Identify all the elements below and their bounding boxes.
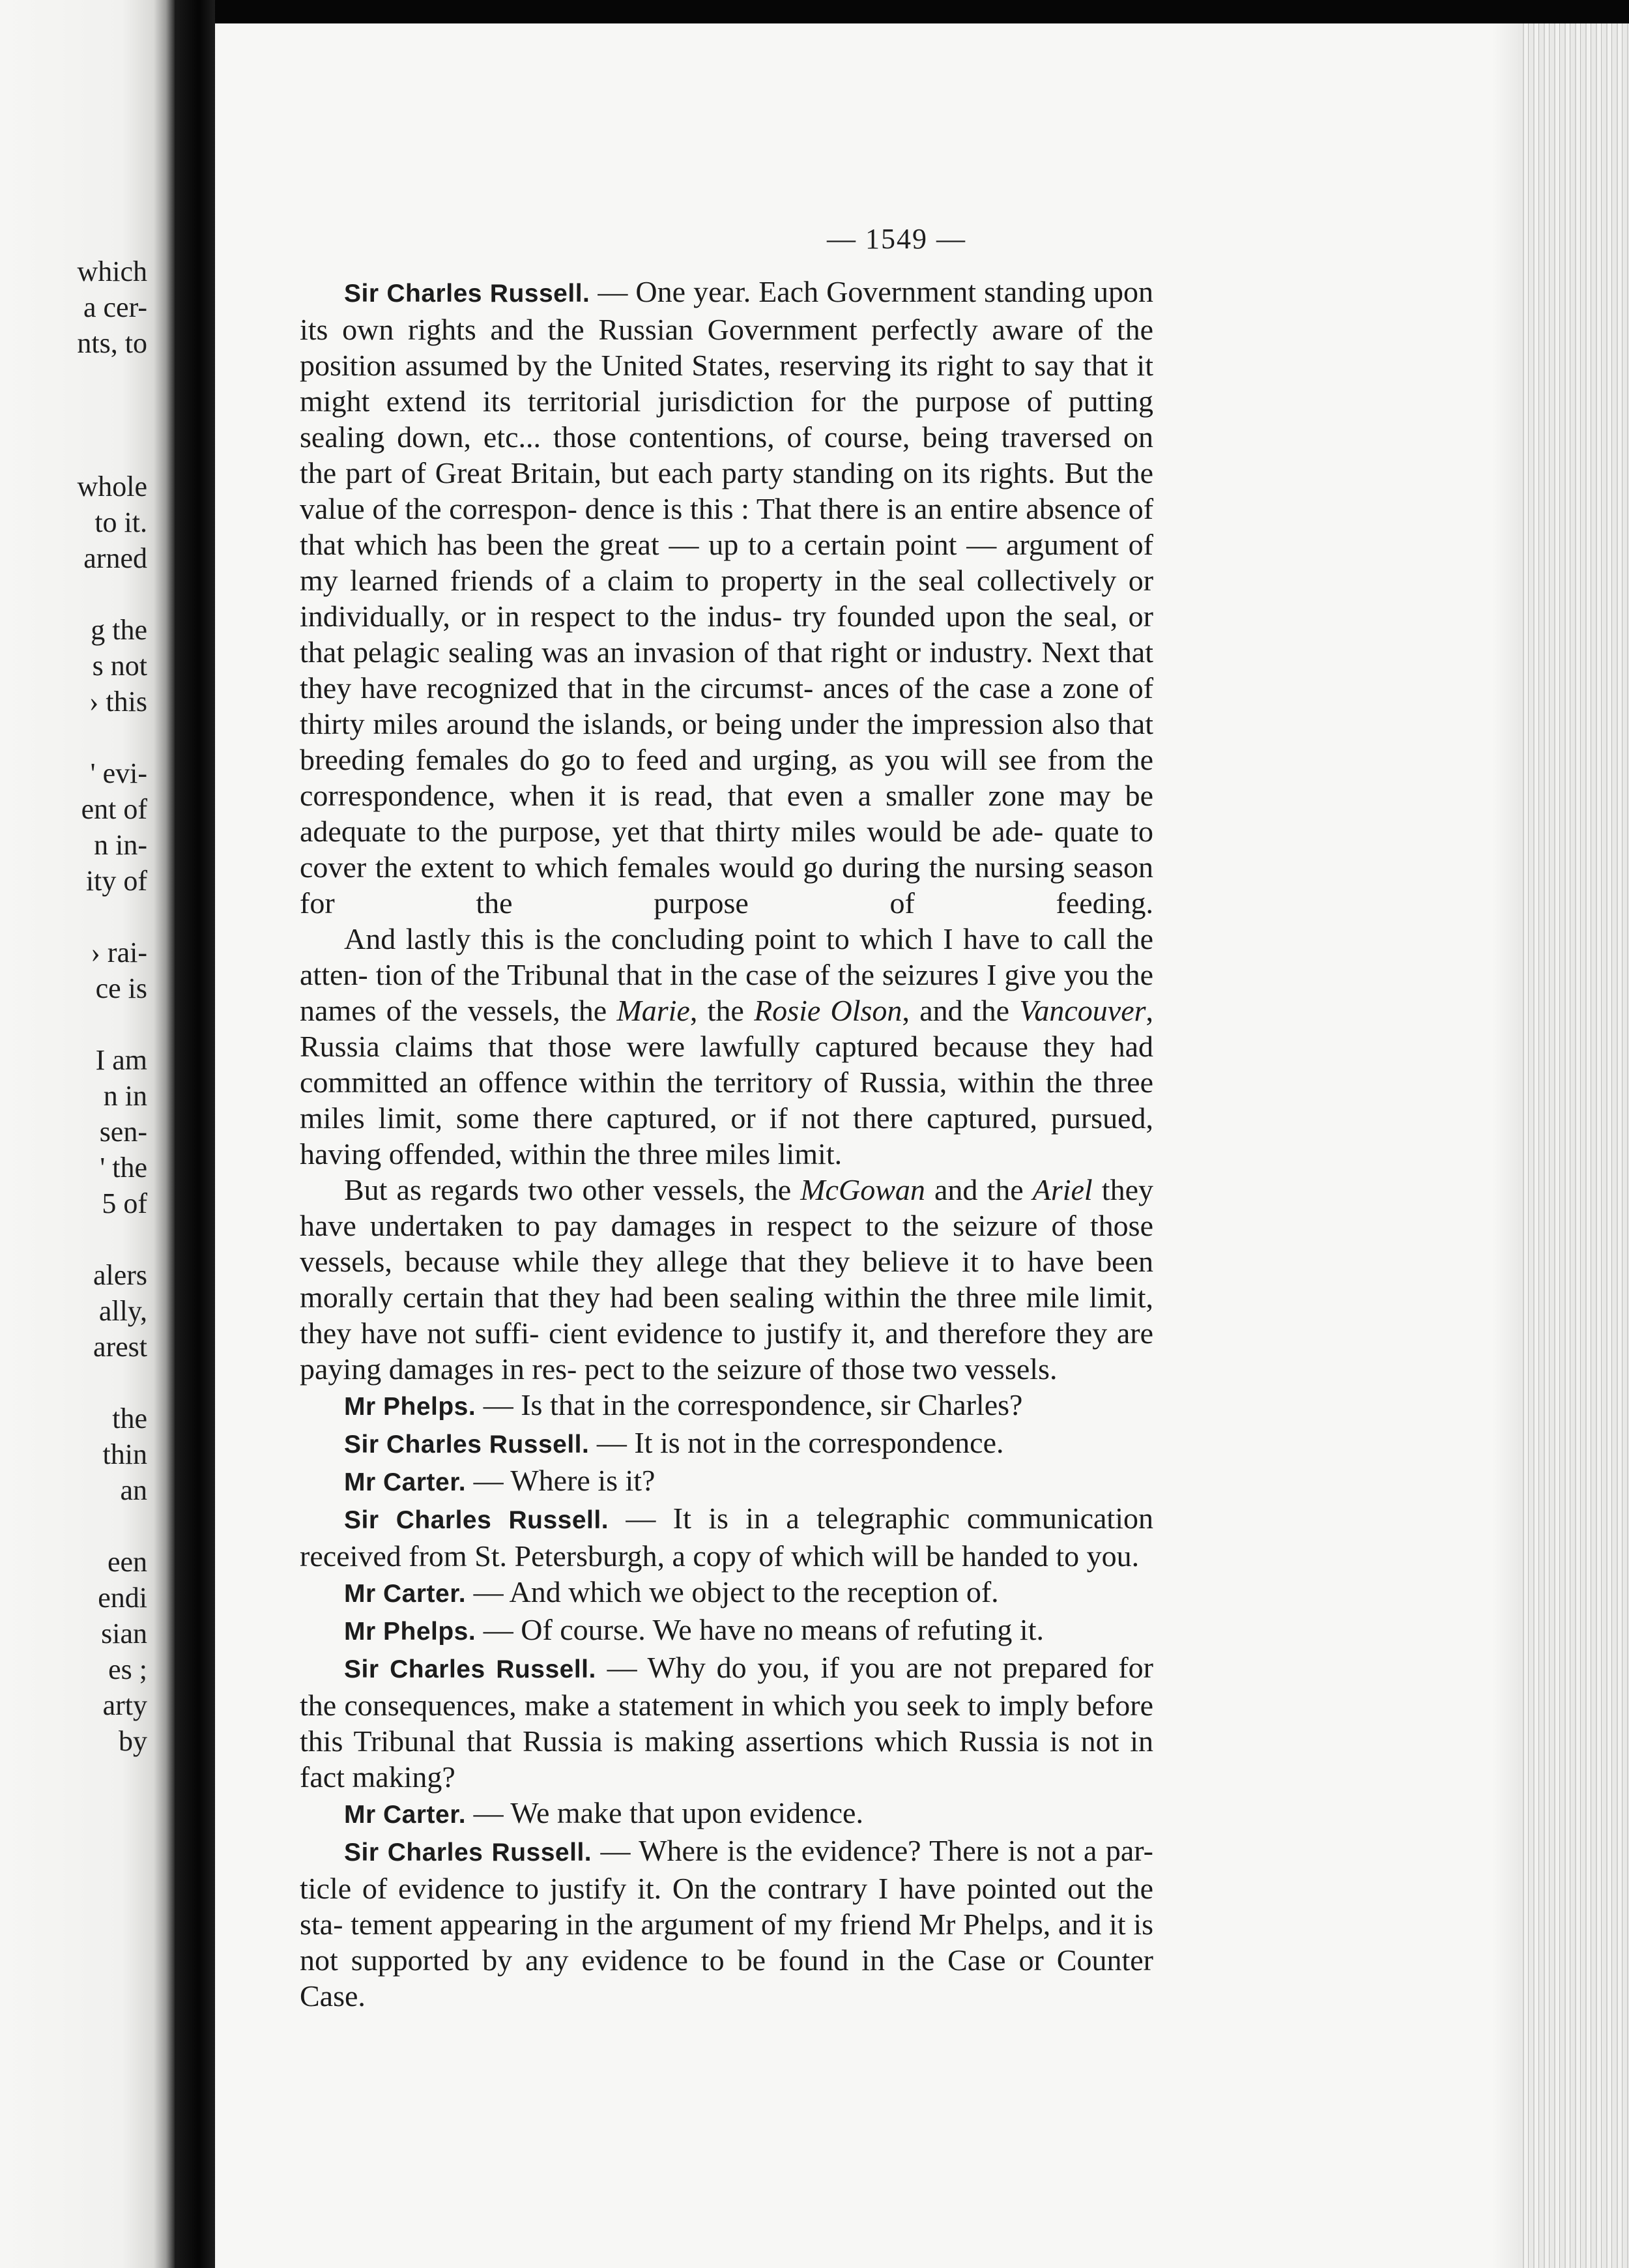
- dialogue-line: Sir Charles Russell. — Why do you, if you are not prepared for the consequences, make a statement in which you seek to imply before this Tribunal that Russia is making assertions which Russia is not in fact making?: [300, 1651, 1154, 1794]
- right-page: [215, 23, 1629, 2268]
- left-page-text-fragment: 5 of: [102, 1187, 147, 1219]
- body-text: [300, 274, 1153, 2014]
- left-page-text-fragment: n in: [103, 1080, 147, 1112]
- left-page-text-fragment: an: [120, 1474, 147, 1506]
- left-page-text-fragment: ' evi-: [90, 757, 147, 789]
- vessel-name: McGowan: [800, 1173, 925, 1206]
- book-gutter: [175, 0, 215, 2268]
- left-page-text-fragment: arned: [83, 542, 147, 574]
- dialogue-line: Mr Carter. — We make that upon evidence.: [344, 1796, 863, 1829]
- paragraph-3: But as regards two other vessels, the McGowan and the Ariel they have undertaken to pay damages in respect to the seizure of those vessels, because while they allege that they believe it to have been morally certain that they had been sealing within the three mile limit, they have not suffi- cient evidence to justify it, and therefore they are paying damages in res- pect to the seizure of those two vessels.: [300, 1173, 1154, 1386]
- paragraph-1: Sir Charles Russell. — One year. Each Government standing upon its own rights and the Russian Government perfectly aware of the position assumed by the United States, reserving its right to say that it might extend its territorial jurisdiction for the purpose of putting sealing down, etc... those contentions, of course, being traversed on the part of Great Britain, but each party standing on its rights. But the value of the correspon- dence is this : That there is an entire absence of that which has been the great — up to a certain point — argument of my learned friends of a claim to property in the seal collectively or individually, or in respect to the indus- try founded upon the seal, or that pelagic sealing was an invasion of that right or industry. Next that they have recognized that in the circumst- ances of the case a zone of thirty miles around the islands, or being under the impression also that breeding females do go to feed and urging, as you will see from the correspondence, when it is read, that even a smaller zone may be adequate to the purpose, yet that thirty miles would be ade- quate to cover the extent to which females would go during the nursing season for the purpose of feeding.: [300, 275, 1154, 920]
- left-page-fragment: [0, 0, 175, 2268]
- left-page-text-fragment: › this: [89, 686, 147, 718]
- left-page-text-fragment: by: [119, 1725, 147, 1757]
- speaker-label: Sir Charles Russell.: [344, 1655, 596, 1683]
- speaker-label: Sir Charles Russell.: [344, 1431, 590, 1459]
- speaker-label: Mr Carter.: [344, 1468, 467, 1496]
- left-page-text-fragment: whole: [77, 471, 147, 502]
- vessel-name: Ariel: [1032, 1173, 1093, 1206]
- left-page-text-fragment: nts, to: [77, 327, 147, 359]
- page-edge-shadow: [1492, 23, 1518, 2268]
- dialogue-line: Sir Charles Russell. — Where is the evidence? There is not a par- ticle of evidence to justify it. On the contrary I have pointed out the sta- tement appearing in the argument of my friend Mr Phelps, and it is not supported by any evidence to be found in the Case or Counter Case.: [300, 1834, 1153, 2013]
- left-page-text-fragment: the: [112, 1403, 147, 1434]
- left-page-text-fragment: alers: [93, 1259, 147, 1291]
- speaker-label: Mr Carter.: [344, 1801, 467, 1829]
- dialogue-line: Sir Charles Russell. — It is not in the correspondence.: [344, 1426, 1004, 1459]
- speaker-label: Sir Charles Russell.: [344, 280, 590, 308]
- speaker-label: Sir Charles Russell.: [344, 1506, 609, 1534]
- left-page-text-fragment: ity of: [85, 865, 147, 897]
- paragraph-2: And lastly this is the concluding point to which I have to call the atten- tion of the Tribunal that in the case of the seizures I give you the names of the vessels, the Marie, the Rosie Olson, and the Vancouver, Russia claims that those were lawfully captured because they had committed an offence within the territory of Russia, within the three miles limit, some there captured, or if not there captured, pursued, having offended, within the three miles limit.: [300, 922, 1154, 1170]
- speaker-label: Mr Phelps.: [344, 1393, 476, 1421]
- left-page-text-fragment: ent of: [81, 793, 147, 825]
- left-page-text-fragment: n in-: [94, 829, 147, 861]
- left-page-text-fragment: which: [77, 255, 147, 287]
- vessel-name: Rosie Olson: [754, 994, 902, 1027]
- vessel-name: Marie: [616, 994, 690, 1027]
- dialogue-line: Mr Carter. — Where is it?: [344, 1464, 656, 1497]
- left-page-text-fragment: sen-: [99, 1116, 147, 1148]
- left-page-text-fragment: ce is: [95, 972, 147, 1004]
- left-page-text-fragment: I am: [95, 1044, 147, 1076]
- page-edges: [1518, 23, 1629, 2268]
- left-page-text-fragment: thin: [102, 1438, 147, 1470]
- speaker-label: Sir Charles Russell.: [344, 1839, 592, 1867]
- page-number: — 1549 —: [827, 223, 966, 255]
- left-page-text-fragment: g the: [91, 614, 147, 646]
- left-page-text-fragment: a cer-: [83, 291, 147, 323]
- left-page-text-fragment: ' the: [100, 1152, 147, 1184]
- left-page-text-fragment: een: [107, 1546, 147, 1578]
- speaker-label: Mr Phelps.: [344, 1618, 476, 1646]
- left-page-text-fragment: to it.: [94, 506, 147, 538]
- left-page-text-fragment: endi: [98, 1582, 147, 1614]
- left-page-text-fragment: s not: [92, 650, 147, 682]
- dialogue-line: Mr Phelps. — Of course. We have no means of refuting it.: [344, 1613, 1044, 1646]
- dialogue-line: Sir Charles Russell. — It is in a telegraphic communication received from St. Petersburgh, a copy of which will be handed to you.: [300, 1502, 1153, 1573]
- left-page-text-fragment: arest: [93, 1331, 147, 1363]
- left-page-text-fragment: sian: [101, 1618, 147, 1650]
- left-page-text-fragment: es ;: [108, 1653, 147, 1685]
- dialogue-line: Mr Phelps. — Is that in the correspondence, sir Charles?: [344, 1388, 1023, 1421]
- left-page-text-fragment: ally,: [98, 1295, 147, 1327]
- left-page-text-fragment: arty: [102, 1689, 147, 1721]
- speaker-label: Mr Carter.: [344, 1580, 467, 1608]
- left-page-text-fragment: › rai-: [91, 937, 147, 968]
- vessel-name: Vancouver: [1019, 994, 1146, 1027]
- dialogue-line: Mr Carter. — And which we object to the reception of.: [344, 1575, 999, 1608]
